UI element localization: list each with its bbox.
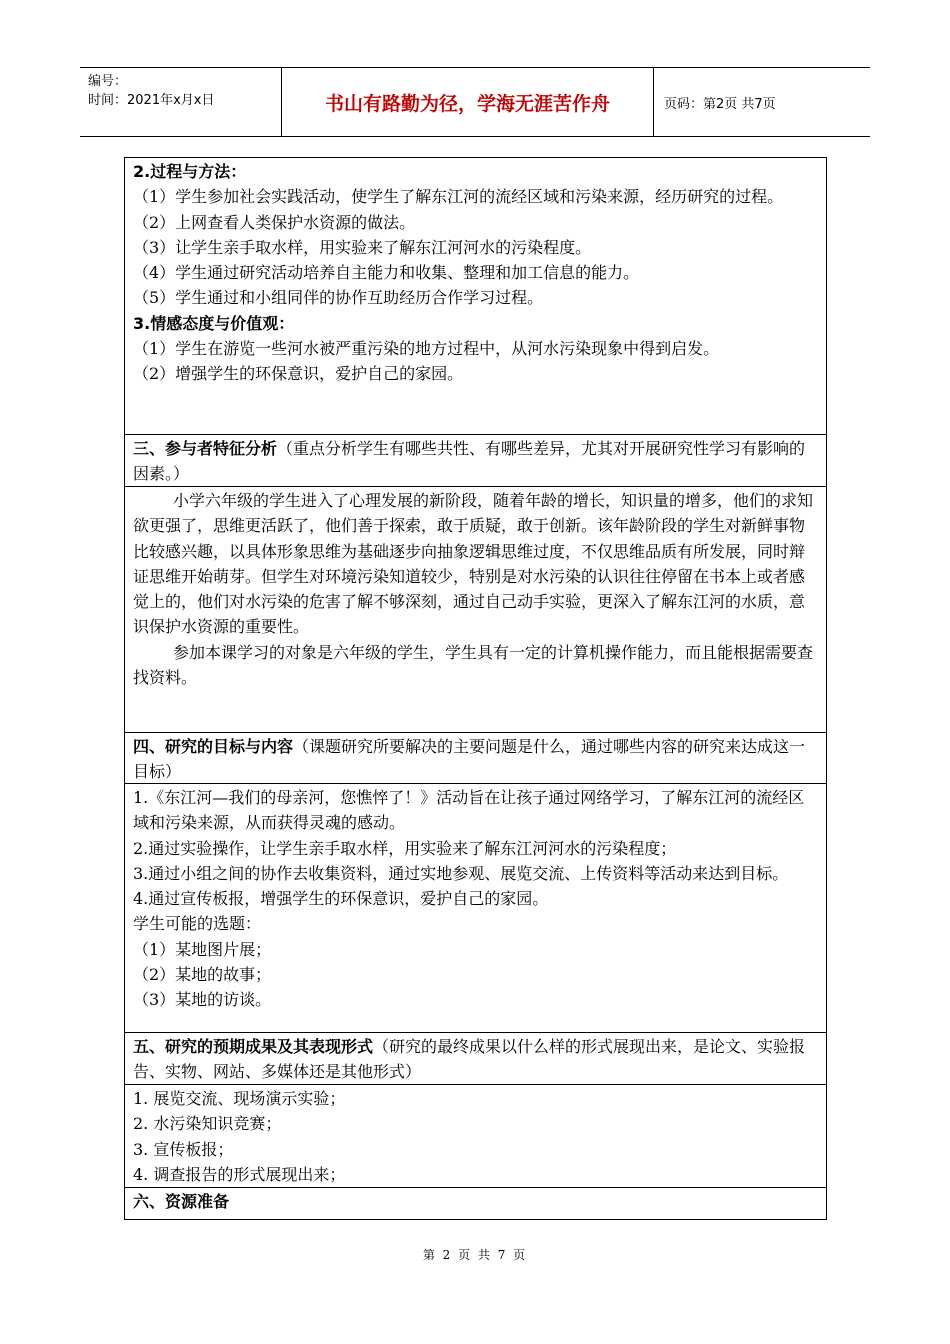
topic-item: （1）某地图片展； bbox=[133, 939, 272, 959]
process-item: （1）学生参加社会实践活动，使学生了解东江河的流经区域和污染来源，经历研究的过程。 bbox=[133, 187, 784, 207]
section4-title: 四、研究的目标与内容 bbox=[133, 737, 294, 756]
outcome-item: 3. 宣传板报； bbox=[133, 1139, 234, 1159]
section6-title: 六、资源准备 bbox=[133, 1192, 230, 1211]
section3-paragraph: 小学六年级的学生进入了心理发展的新阶段，随着年龄的增长，知识量的增多，他们的求知欲更强了，思维更活跃了，他们善于探索，敢于质疑，敢于创新。该年龄阶段的学生对新鲜事物比较感兴趣，以具体形象思维为基础逐步向抽象逻辑思维过度，不仅思维品质有所发展，同时辩证思维开始萌芽。但学生对环境污染知道较少，特别是对水污染的认识往往停留在书本上或者感觉上的，他们对水污染的危害了解不够深刻，通过自己动手实验，更深入了解东江河的水质，意识保护水资源的重要性。 bbox=[133, 491, 814, 637]
section5-body-cell bbox=[125, 1085, 826, 1188]
goal-item: 3.通过小组之间的协作去收集资料，通过实地参观、展览交流、上传资料等活动来达到目标。 bbox=[133, 863, 789, 883]
section3-heading-cell bbox=[125, 435, 826, 487]
outcome-item: 4. 调查报告的形式展现出来； bbox=[133, 1164, 346, 1184]
content-table bbox=[124, 157, 827, 1220]
attitude-item: （1）学生在游览一些河水被严重污染的地方过程中，从河水污染现象中得到启发。 bbox=[133, 339, 720, 359]
topic-item: （2）某地的故事； bbox=[133, 965, 272, 985]
section5-note: （研究的最终成果以什么样的形式展现出来，是论文、实验报告、实物、网站、多媒体还是其他形式） bbox=[133, 1037, 806, 1082]
document-date: 时间：2021年x月x日 bbox=[88, 93, 215, 108]
header-meta bbox=[80, 68, 282, 136]
outcome-item: 2. 水污染知识竞赛； bbox=[133, 1114, 282, 1134]
outcome-item: 1. 展览交流、现场演示实验； bbox=[133, 1089, 346, 1108]
section6-heading-cell bbox=[125, 1188, 826, 1219]
attitude-item: （2）增强学生的环保意识，爱护自己的家园。 bbox=[133, 364, 464, 384]
goal-item: 1.《东江河—我们的母亲河，您憔悴了！》活动旨在让孩子通过网络学习，了解东江河的流经区域和污染来源，从而获得灵魂的感动。 bbox=[133, 788, 805, 833]
objectives-cell bbox=[125, 158, 826, 435]
section5-heading-cell bbox=[125, 1033, 826, 1085]
section4-body-cell bbox=[125, 784, 826, 1033]
section3-title: 三、参与者特征分析 bbox=[133, 439, 278, 458]
topic-item: （3）某地的访谈。 bbox=[133, 990, 272, 1010]
section5-title: 五、研究的预期成果及其表现形式 bbox=[133, 1037, 374, 1056]
process-title: 2.过程与方法： bbox=[133, 162, 247, 181]
goal-item: 4.通过宣传板报，增强学生的环保意识，爱护自己的家园。 bbox=[133, 889, 549, 909]
attitude-title: 3.情感态度与价值观： bbox=[133, 313, 295, 333]
page-header bbox=[80, 67, 870, 137]
section3-note: （重点分析学生有哪些共性、有哪些差异，尤其对开展研究性学习有影响的因素。） bbox=[133, 439, 806, 484]
page-footer: 第 2 页 共 7 页 bbox=[422, 1248, 528, 1262]
process-item: （3）让学生亲手取水样，用实验来了解东江河河水的污染程度。 bbox=[133, 237, 592, 257]
header-motto: 书山有路勤为径，学海无涯苦作舟 bbox=[282, 68, 654, 136]
section3-body-cell bbox=[125, 487, 826, 733]
goal-item: 2.通过实验操作，让学生亲手取水样，用实验来了解东江河河水的污染程度； bbox=[133, 838, 677, 858]
process-item: （5）学生通过和小组同伴的协作互助经历合作学习过程。 bbox=[133, 288, 544, 308]
section4-note: （课题研究所要解决的主要问题是什么，通过哪些内容的研究来达成这一目标） bbox=[133, 737, 806, 782]
header-page-info: 页码：第2页 共7页 bbox=[664, 96, 776, 112]
process-item: （2）上网查看人类保护水资源的做法。 bbox=[133, 212, 416, 232]
section4-heading-cell bbox=[125, 733, 826, 784]
process-item: （4）学生通过研究活动培养自主能力和收集、整理和加工信息的能力。 bbox=[133, 263, 640, 283]
section3-paragraph: 参加本课学习的对象是六年级的学生，学生具有一定的计算机操作能力，而且能根据需要查找资料。 bbox=[133, 642, 814, 688]
topics-label: 学生可能的选题： bbox=[133, 914, 262, 934]
document-number: 编号： bbox=[88, 74, 128, 89]
